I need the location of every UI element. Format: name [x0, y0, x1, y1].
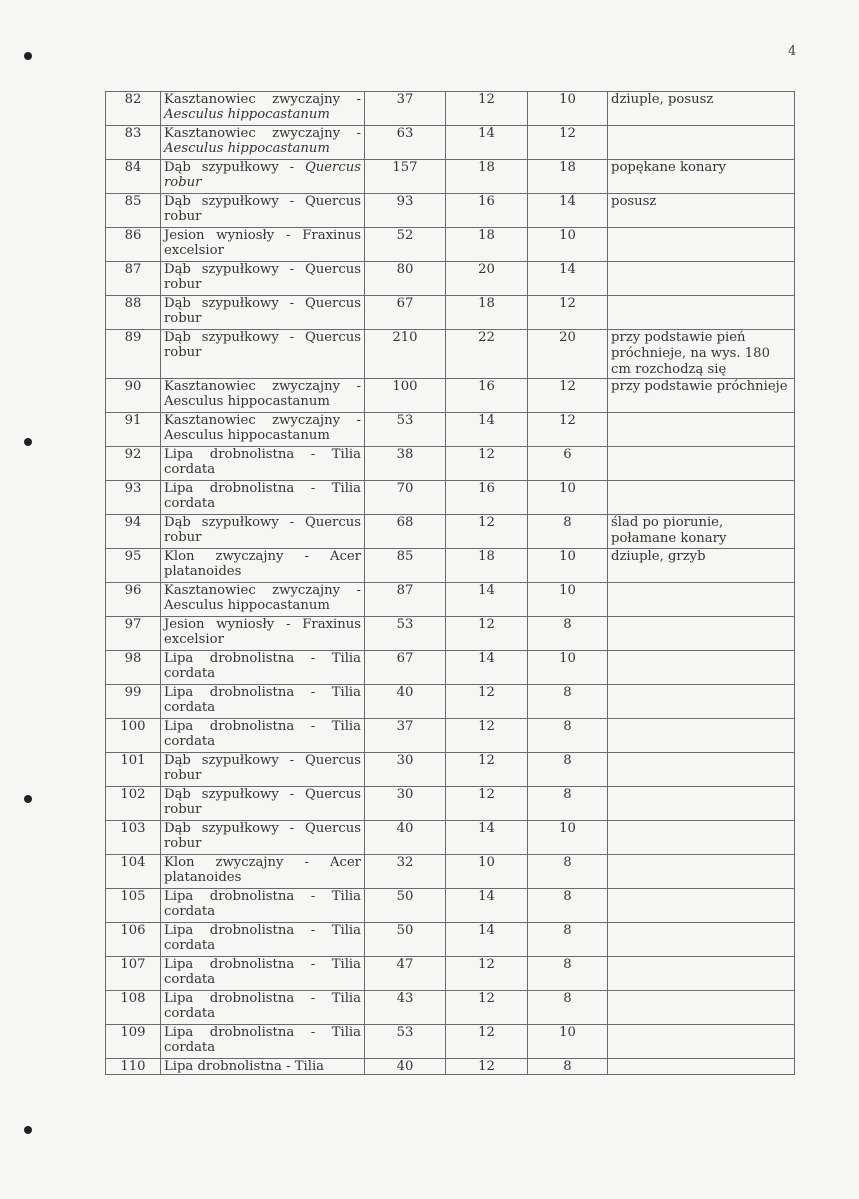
table-row — [106, 685, 795, 719]
trunk-circumference: 32 — [365, 855, 446, 889]
tree-height: 14 — [446, 923, 528, 957]
species-name — [161, 447, 365, 481]
crown-diameter: 8 — [528, 1059, 608, 1075]
crown-diameter: 12 — [528, 379, 608, 413]
species-polish-name: Jesion wyniosły - — [164, 228, 303, 243]
tree-height: 14 — [446, 821, 528, 855]
table-row — [106, 651, 795, 685]
tree-height: 12 — [446, 719, 528, 753]
trunk-circumference: 67 — [365, 651, 446, 685]
tree-condition-note — [608, 991, 795, 1025]
table-row — [106, 481, 795, 515]
tree-height: 16 — [446, 481, 528, 515]
tree-number: 85 — [106, 194, 161, 228]
species-polish-name: Lipa drobnolistna - — [164, 991, 332, 1006]
tree-height: 12 — [446, 787, 528, 821]
species-latin-name: Tilia cordata — [164, 889, 361, 919]
tree-height: 18 — [446, 160, 528, 194]
crown-diameter: 10 — [528, 1025, 608, 1059]
tree-number: 96 — [106, 583, 161, 617]
species-latin-name: Acer platanoides — [164, 855, 361, 885]
tree-number: 101 — [106, 753, 161, 787]
tree-condition-note — [608, 753, 795, 787]
species-polish-name: Lipa drobnolistna - — [164, 447, 332, 462]
species-name — [161, 160, 365, 194]
tree-height: 10 — [446, 855, 528, 889]
crown-diameter: 10 — [528, 481, 608, 515]
tree-condition-note: posusz — [608, 194, 795, 228]
trunk-circumference: 63 — [365, 126, 446, 160]
tree-number: 92 — [106, 447, 161, 481]
species-polish-name: Lipa drobnolistna - — [164, 957, 332, 972]
species-latin-name: Tilia — [294, 1059, 325, 1074]
species-latin-name: Tilia cordata — [164, 923, 361, 953]
tree-height: 14 — [446, 583, 528, 617]
trunk-circumference: 53 — [365, 413, 446, 447]
tree-condition-note: przy podstawie próchnieje — [608, 379, 795, 413]
species-latin-name: Quercus robur — [164, 753, 361, 783]
crown-diameter: 10 — [528, 92, 608, 126]
tree-number: 84 — [106, 160, 161, 194]
species-name — [161, 719, 365, 753]
species-name — [161, 889, 365, 923]
species-latin-name: Quercus robur — [164, 262, 361, 292]
species-latin-name: Aesculus hippocastanum — [164, 141, 330, 156]
table-row — [106, 160, 795, 194]
species-name — [161, 821, 365, 855]
crown-diameter: 8 — [528, 991, 608, 1025]
table-row — [106, 855, 795, 889]
punch-hole — [24, 1126, 32, 1134]
species-name — [161, 262, 365, 296]
trunk-circumference: 40 — [365, 821, 446, 855]
tree-height: 14 — [446, 889, 528, 923]
table-row — [106, 787, 795, 821]
species-polish-name: Kasztanowiec zwyczajny - — [164, 413, 361, 428]
table-row — [106, 379, 795, 413]
tree-number: 110 — [106, 1059, 161, 1075]
species-name — [161, 923, 365, 957]
tree-number: 102 — [106, 787, 161, 821]
species-latin-name: Aesculus hippocastanum — [164, 428, 330, 443]
trunk-circumference: 87 — [365, 583, 446, 617]
trunk-circumference: 38 — [365, 447, 446, 481]
species-latin-name: Quercus robur — [164, 194, 361, 224]
crown-diameter: 8 — [528, 719, 608, 753]
species-latin-name: Fraxinus excelsior — [164, 228, 361, 258]
page-number: 4 — [788, 44, 797, 59]
species-latin-name: Tilia cordata — [164, 447, 361, 477]
tree-height: 12 — [446, 92, 528, 126]
species-name — [161, 991, 365, 1025]
crown-diameter: 8 — [528, 753, 608, 787]
tree-inventory-table — [105, 91, 795, 1075]
trunk-circumference: 85 — [365, 549, 446, 583]
table-row — [106, 194, 795, 228]
trunk-circumference: 68 — [365, 515, 446, 549]
tree-condition-note — [608, 1059, 795, 1075]
tree-number: 108 — [106, 991, 161, 1025]
crown-diameter: 8 — [528, 923, 608, 957]
table-row — [106, 957, 795, 991]
table-row — [106, 1059, 795, 1075]
tree-number: 93 — [106, 481, 161, 515]
tree-number: 107 — [106, 957, 161, 991]
species-latin-name: Tilia cordata — [164, 957, 361, 987]
table-row — [106, 330, 795, 379]
tree-condition-note — [608, 719, 795, 753]
crown-diameter: 12 — [528, 126, 608, 160]
tree-condition-note — [608, 957, 795, 991]
species-name — [161, 126, 365, 160]
crown-diameter: 10 — [528, 821, 608, 855]
table-row — [106, 126, 795, 160]
tree-number: 95 — [106, 549, 161, 583]
tree-condition-note — [608, 296, 795, 330]
trunk-circumference: 210 — [365, 330, 446, 379]
species-polish-name: Lipa drobnolistna - — [164, 685, 332, 700]
trunk-circumference: 67 — [365, 296, 446, 330]
crown-diameter: 12 — [528, 296, 608, 330]
species-polish-name: Kasztanowiec zwyczajny - — [164, 126, 361, 141]
table-row — [106, 413, 795, 447]
trunk-circumference: 80 — [365, 262, 446, 296]
species-polish-name: Klon zwyczajny - — [164, 549, 330, 564]
tree-number: 98 — [106, 651, 161, 685]
crown-diameter: 20 — [528, 330, 608, 379]
species-latin-name: Aesculus hippocastanum — [164, 107, 330, 122]
species-polish-name: Jesion wyniosły - — [164, 617, 303, 632]
species-polish-name: Kasztanowiec zwyczajny - — [164, 583, 361, 598]
species-name — [161, 549, 365, 583]
table-row — [106, 92, 795, 126]
species-latin-name: Acer platanoides — [164, 549, 361, 579]
tree-number: 99 — [106, 685, 161, 719]
tree-height: 14 — [446, 413, 528, 447]
table-row — [106, 296, 795, 330]
trunk-circumference: 93 — [365, 194, 446, 228]
trunk-circumference: 47 — [365, 957, 446, 991]
crown-diameter: 12 — [528, 413, 608, 447]
trunk-circumference: 157 — [365, 160, 446, 194]
table-row — [106, 991, 795, 1025]
species-latin-name: Quercus robur — [164, 515, 361, 545]
species-latin-name: Tilia cordata — [164, 991, 361, 1021]
crown-diameter: 8 — [528, 889, 608, 923]
species-polish-name: Kasztanowiec zwyczajny - — [164, 379, 361, 394]
tree-height: 16 — [446, 194, 528, 228]
trunk-circumference: 50 — [365, 889, 446, 923]
tree-condition-note — [608, 583, 795, 617]
tree-number: 104 — [106, 855, 161, 889]
table-row — [106, 1025, 795, 1059]
species-name — [161, 651, 365, 685]
crown-diameter: 10 — [528, 651, 608, 685]
species-polish-name: Dąb szypułkowy - — [164, 194, 305, 209]
tree-number: 103 — [106, 821, 161, 855]
crown-diameter: 8 — [528, 617, 608, 651]
crown-diameter: 18 — [528, 160, 608, 194]
species-latin-name: Quercus robur — [164, 296, 361, 326]
trunk-circumference: 30 — [365, 753, 446, 787]
species-polish-name: Klon zwyczajny - — [164, 855, 330, 870]
species-latin-name: Tilia cordata — [164, 1025, 361, 1055]
species-latin-name: Tilia cordata — [164, 481, 361, 511]
tree-height: 12 — [446, 957, 528, 991]
trunk-circumference: 50 — [365, 923, 446, 957]
table-row — [106, 753, 795, 787]
species-latin-name: Quercus robur — [164, 330, 361, 360]
species-name — [161, 228, 365, 262]
species-name — [161, 787, 365, 821]
crown-diameter: 14 — [528, 262, 608, 296]
species-polish-name: Lipa drobnolistna - — [164, 1059, 295, 1074]
species-latin-name: Aesculus hippocastanum — [164, 394, 330, 409]
tree-condition-note — [608, 481, 795, 515]
tree-condition-note: dziuple, posusz — [608, 92, 795, 126]
species-polish-name: Lipa drobnolistna - — [164, 1025, 332, 1040]
tree-number: 90 — [106, 379, 161, 413]
tree-number: 86 — [106, 228, 161, 262]
punch-hole — [24, 52, 32, 60]
tree-number: 100 — [106, 719, 161, 753]
tree-condition-note — [608, 413, 795, 447]
species-name — [161, 379, 365, 413]
species-name — [161, 1025, 365, 1059]
species-name — [161, 685, 365, 719]
table-row — [106, 228, 795, 262]
trunk-circumference: 40 — [365, 685, 446, 719]
species-name — [161, 194, 365, 228]
species-polish-name: Dąb szypułkowy - — [164, 296, 305, 311]
species-polish-name: Dąb szypułkowy - — [164, 262, 305, 277]
species-name — [161, 330, 365, 379]
species-name — [161, 1059, 365, 1075]
table-row — [106, 447, 795, 481]
crown-diameter: 8 — [528, 787, 608, 821]
tree-condition-note — [608, 228, 795, 262]
tree-height: 12 — [446, 1025, 528, 1059]
tree-height: 12 — [446, 515, 528, 549]
table-row — [106, 515, 795, 549]
tree-condition-note — [608, 617, 795, 651]
tree-number: 87 — [106, 262, 161, 296]
species-latin-name: Tilia cordata — [164, 651, 361, 681]
species-name — [161, 481, 365, 515]
tree-height: 12 — [446, 1059, 528, 1075]
tree-condition-note: ślad po piorunie, połamane konary — [608, 515, 795, 549]
tree-condition-note — [608, 855, 795, 889]
species-latin-name: Tilia cordata — [164, 685, 361, 715]
table-row — [106, 923, 795, 957]
crown-diameter: 8 — [528, 957, 608, 991]
table-row — [106, 549, 795, 583]
trunk-circumference: 53 — [365, 617, 446, 651]
tree-number: 106 — [106, 923, 161, 957]
tree-condition-note — [608, 262, 795, 296]
tree-height: 14 — [446, 126, 528, 160]
trunk-circumference: 37 — [365, 92, 446, 126]
species-polish-name: Dąb szypułkowy - — [164, 821, 305, 836]
table-row — [106, 821, 795, 855]
species-name — [161, 413, 365, 447]
species-polish-name: Lipa drobnolistna - — [164, 923, 332, 938]
trunk-circumference: 53 — [365, 1025, 446, 1059]
species-name — [161, 855, 365, 889]
crown-diameter: 10 — [528, 549, 608, 583]
tree-height: 12 — [446, 991, 528, 1025]
crown-diameter: 14 — [528, 194, 608, 228]
tree-height: 14 — [446, 651, 528, 685]
trunk-circumference: 37 — [365, 719, 446, 753]
crown-diameter: 6 — [528, 447, 608, 481]
tree-number: 109 — [106, 1025, 161, 1059]
tree-height: 16 — [446, 379, 528, 413]
species-latin-name: Aesculus hippocastanum — [164, 598, 330, 613]
species-polish-name: Lipa drobnolistna - — [164, 481, 332, 496]
species-name — [161, 296, 365, 330]
table-row — [106, 583, 795, 617]
species-polish-name: Dąb szypułkowy - — [164, 160, 305, 175]
trunk-circumference: 40 — [365, 1059, 446, 1075]
tree-condition-note: popękane konary — [608, 160, 795, 194]
table-row — [106, 617, 795, 651]
table-body — [106, 92, 795, 1075]
tree-condition-note — [608, 126, 795, 160]
species-latin-name: Quercus robur — [164, 160, 361, 190]
tree-condition-note: przy podstawie pień próchnieje, na wys. 180 cm rozchodzą się — [608, 330, 795, 379]
tree-number: 83 — [106, 126, 161, 160]
species-latin-name: Quercus robur — [164, 787, 361, 817]
tree-condition-note — [608, 821, 795, 855]
tree-number: 105 — [106, 889, 161, 923]
species-polish-name: Dąb szypułkowy - — [164, 330, 305, 345]
trunk-circumference: 100 — [365, 379, 446, 413]
species-polish-name: Dąb szypułkowy - — [164, 787, 305, 802]
tree-condition-note — [608, 1025, 795, 1059]
tree-condition-note — [608, 889, 795, 923]
species-latin-name: Fraxinus excelsior — [164, 617, 361, 647]
table-row — [106, 262, 795, 296]
punch-hole — [24, 438, 32, 446]
tree-number: 91 — [106, 413, 161, 447]
tree-condition-note: dziuple, grzyb — [608, 549, 795, 583]
tree-height: 22 — [446, 330, 528, 379]
crown-diameter: 8 — [528, 515, 608, 549]
crown-diameter: 8 — [528, 685, 608, 719]
trunk-circumference: 43 — [365, 991, 446, 1025]
tree-height: 12 — [446, 617, 528, 651]
tree-number: 88 — [106, 296, 161, 330]
species-polish-name: Kasztanowiec zwyczajny - — [164, 92, 361, 107]
tree-height: 18 — [446, 296, 528, 330]
tree-number: 89 — [106, 330, 161, 379]
species-name — [161, 957, 365, 991]
species-latin-name: Quercus robur — [164, 821, 361, 851]
tree-height: 12 — [446, 447, 528, 481]
species-polish-name: Dąb szypułkowy - — [164, 753, 305, 768]
species-polish-name: Lipa drobnolistna - — [164, 889, 332, 904]
tree-condition-note — [608, 685, 795, 719]
tree-number: 97 — [106, 617, 161, 651]
tree-height: 18 — [446, 549, 528, 583]
tree-condition-note — [608, 787, 795, 821]
species-polish-name: Dąb szypułkowy - — [164, 515, 305, 530]
species-name — [161, 92, 365, 126]
tree-height: 18 — [446, 228, 528, 262]
tree-condition-note — [608, 923, 795, 957]
tree-height: 20 — [446, 262, 528, 296]
species-name — [161, 583, 365, 617]
tree-height: 12 — [446, 685, 528, 719]
trunk-circumference: 30 — [365, 787, 446, 821]
tree-condition-note — [608, 447, 795, 481]
species-latin-name: Tilia cordata — [164, 719, 361, 749]
tree-number: 82 — [106, 92, 161, 126]
species-polish-name: Lipa drobnolistna - — [164, 719, 332, 734]
table-row — [106, 889, 795, 923]
trunk-circumference: 70 — [365, 481, 446, 515]
species-name — [161, 515, 365, 549]
species-name — [161, 617, 365, 651]
crown-diameter: 8 — [528, 855, 608, 889]
tree-height: 12 — [446, 753, 528, 787]
tree-condition-note — [608, 651, 795, 685]
species-name — [161, 753, 365, 787]
tree-number: 94 — [106, 515, 161, 549]
crown-diameter: 10 — [528, 583, 608, 617]
crown-diameter: 10 — [528, 228, 608, 262]
punch-hole — [24, 795, 32, 803]
trunk-circumference: 52 — [365, 228, 446, 262]
table-row — [106, 719, 795, 753]
species-polish-name: Lipa drobnolistna - — [164, 651, 332, 666]
